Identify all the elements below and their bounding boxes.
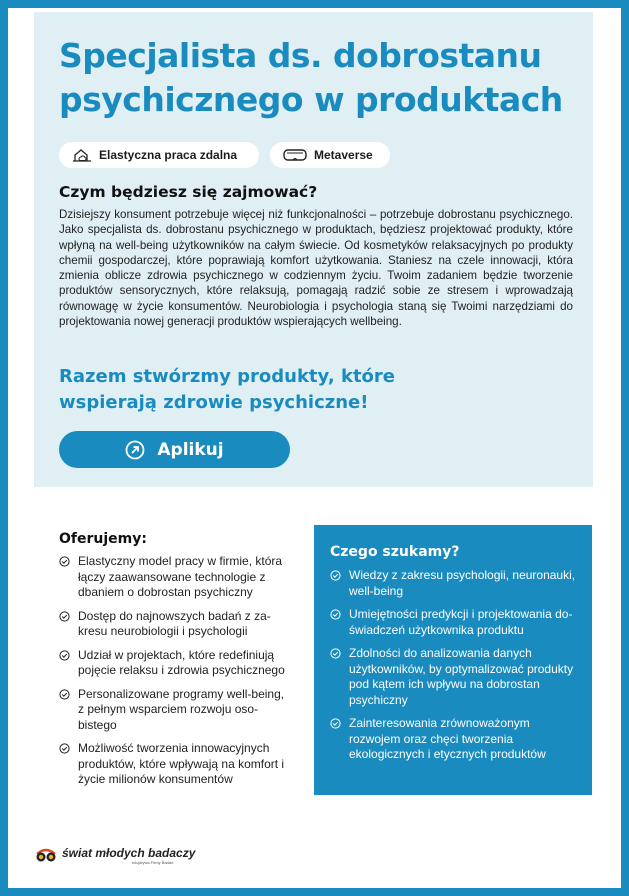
logo-wordmark: świat młodych badaczy	[62, 845, 196, 860]
list-item: Wiedzy z zakresu psychologii, neuronauki, well-being	[330, 568, 582, 599]
list-item: Personalizowane programy well-being, z pełnym wsparciem rozwoju osobistego	[59, 687, 289, 734]
offer-list	[59, 554, 289, 796]
list-item: Możliwość tworzenia innowacyjnych produktów, które wpływają na komfort i życie milionów konsumentów	[59, 741, 289, 788]
check-circle-icon	[59, 743, 70, 754]
tag-label: Metaverse	[314, 148, 373, 162]
tag-metaverse	[270, 142, 390, 168]
check-circle-icon	[59, 650, 70, 661]
requirements-heading: Czego szukamy?	[330, 544, 460, 560]
job-title: Specjalista ds. dobrostanu psychicznego w produktach	[59, 36, 563, 119]
check-circle-icon	[330, 648, 341, 659]
check-circle-icon	[59, 556, 70, 567]
apply-button-label: Aplikuj	[157, 439, 224, 460]
house-cloud-icon	[71, 147, 93, 163]
role-description: Dzisiejszy konsument potrzebuje więcej niż funkcjonalności – potrzebuje dobrostanu psychicznego. Jako specjalista ds. dobrostanu psychicznego w produktach, będziesz projektować produkty, które wpłyną na well-being użytkowników na całym świecie. Od kosmetyków relaksacyjnych po produkty chemii gospodarczej, które poprawiają komfort użytkowania. Staniesz na czele innowacji, która zmienia oblicze zdrowia psychicznego w codziennym życiu. Twoim zadaniem będzie tworzenie produktów sensorycznych, które relaksują, pomagają radzić sobie ze stresem i wprowadzają równowagę w życie konsumentów. Neurobiologia i psychologia staną się Twoimi narzędziami do projektowania nowej generacji produktów wspierających wellbeing.	[59, 208, 573, 329]
apply-button[interactable]	[59, 431, 290, 468]
tag-label: Elastyczna praca zdalna	[99, 148, 238, 162]
check-circle-icon	[59, 689, 70, 700]
vr-goggles-icon	[282, 147, 308, 163]
arrow-up-right-icon	[125, 440, 145, 460]
check-circle-icon	[330, 570, 341, 581]
check-circle-icon	[330, 609, 341, 620]
list-item: Zainteresowania zrównoważonym rozwojem oraz chęci tworzenia ekologicznych i etycznych produktów	[330, 716, 582, 763]
list-item: Dostęp do najnowszych badań z zakresu neurobiologii i psychologii	[59, 609, 289, 640]
tag-remote-work	[59, 142, 259, 168]
list-item: Umiejętności predykcji i projektowania doświadczeń użytkownika produktu	[330, 607, 582, 638]
brand-logo	[34, 845, 195, 865]
logo-tagline: Inicjatywa Firmy Badań	[132, 859, 174, 865]
list-item: Udział w projektach, które redefiniują pojęcie relaksu i zdrowia psychicznego	[59, 648, 289, 679]
check-circle-icon	[330, 718, 341, 729]
offer-heading: Oferujemy:	[59, 531, 147, 547]
list-item: Elastyczny model pracy w firmie, która łączy zaawansowane technologie z dbaniem o dobrostan psychiczny	[59, 554, 289, 601]
cta-headline: Razem stwórzmy produkty, które wspierają zdrowie psychiczne!	[59, 366, 396, 413]
check-circle-icon	[59, 611, 70, 622]
goggles-logo-icon	[34, 845, 58, 865]
requirements-list	[330, 568, 582, 771]
list-item: Zdolności do analizowania danych użytkowników, by optymalizować produkty pod kątem ich wpływu na dobrostan psychiczny	[330, 646, 582, 708]
role-heading: Czym będziesz się zajmować?	[59, 183, 318, 201]
